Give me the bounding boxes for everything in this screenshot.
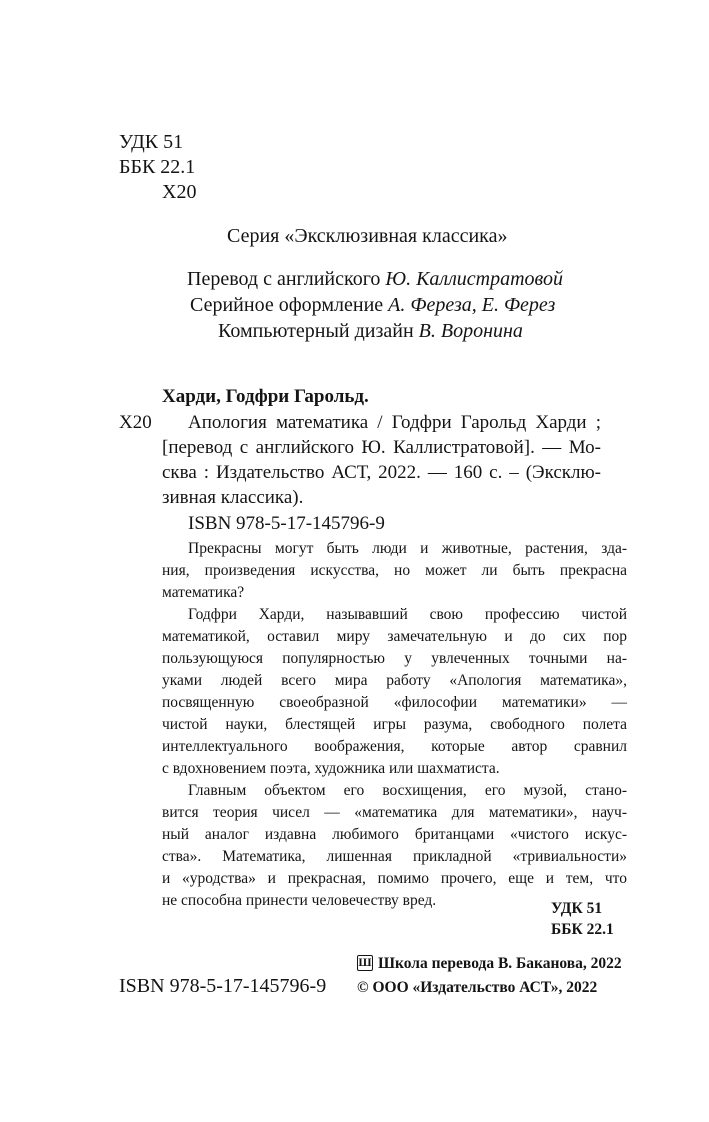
annotation-line: не способна принести человечеству вред. [162, 892, 437, 909]
annotation-line: с вдохновением поэта, художника или шахматиста. [162, 760, 500, 777]
copyright-publisher: © ООО «Издательство АСТ», 2022 [357, 979, 598, 996]
annotation-line: пользующуюся популярностью у увлеченных точными на- [162, 650, 627, 667]
catalog-author-heading: Харди, Годфри Гарольд. [162, 386, 369, 407]
catalog-isbn: ISBN 978-5-17-145796-9 [188, 513, 385, 534]
credit-role: Компьютерный дизайн [218, 320, 414, 342]
annotation-line: ния, произведения искусства, но может ли быть прекрасна [162, 562, 627, 579]
annotation-line: посвященную своеобразной «философии математики» — [162, 694, 627, 711]
credit-name: В. Воронина [418, 320, 523, 342]
credit-name: А. Фереза, Е. Ферез [388, 294, 556, 316]
annotation-line: интеллектуального воображения, которые автор сравнил [162, 738, 627, 755]
annotation-line: Главным объектом его восхищения, его музой, стано- [188, 782, 627, 799]
footer-isbn: ISBN 978-5-17-145796-9 [119, 975, 327, 997]
annotation-line: и «уродства» и прекрасная, помимо прочего, еще и тем, что [162, 870, 627, 887]
credit-series-design [190, 294, 555, 316]
credit-role: Серийное оформление [190, 294, 384, 316]
catalog-description-line: зивная классика). [162, 487, 304, 508]
credit-role: Перевод с английского [187, 268, 381, 290]
credit-name: Ю. Каллистратовой [385, 268, 563, 290]
annotation-line: уками людей всего мира работу «Апология математика», [162, 672, 627, 689]
annotation-line: вится теория чисел — «математика для математики», науч- [162, 804, 627, 821]
udk-code: УДК 51 [119, 131, 184, 153]
series-title: Серия «Эксклюзивная классика» [227, 225, 508, 247]
bbk-code: ББК 22.1 [119, 156, 196, 178]
copyright-school: Школа перевода В. Баканова, 2022 [378, 955, 622, 972]
catalog-description-line: Апология математика / Годфри Гарольд Харди ; [188, 412, 601, 433]
catalog-description-line: сква : Издательство АСТ, 2022. — 160 с. – (Эксклю- [162, 462, 601, 483]
annotation-line: математика? [162, 584, 245, 601]
catalog-author-mark: Х20 [119, 412, 152, 433]
annotation-line: математикой, оставил миру замечательную и до сих пор [162, 628, 627, 645]
annotation-line: ства». Математика, лишенная прикладной «тривиальности» [162, 848, 627, 865]
author-mark: Х20 [162, 181, 197, 203]
annotation-line: Прекрасны могут быть люди и животные, растения, зда- [188, 540, 627, 557]
annotation-line: чистой науки, блестящей игры разума, свободного полета [162, 716, 627, 733]
annotation-line: Годфри Харди, называвший свою профессию чистой [188, 606, 627, 623]
catalog-description-line: [перевод с английского Ю. Каллистратовой]. — Мо- [162, 437, 601, 458]
bottom-udk-code: УДК 51 [551, 900, 603, 917]
credit-translation [187, 268, 563, 290]
credit-computer-design [218, 320, 523, 342]
bottom-bbk-code: ББК 22.1 [551, 921, 614, 938]
school-logo-icon: Ш [358, 955, 372, 969]
annotation-line: ный аналог издавна любимого британцами «чистого искус- [162, 826, 627, 843]
